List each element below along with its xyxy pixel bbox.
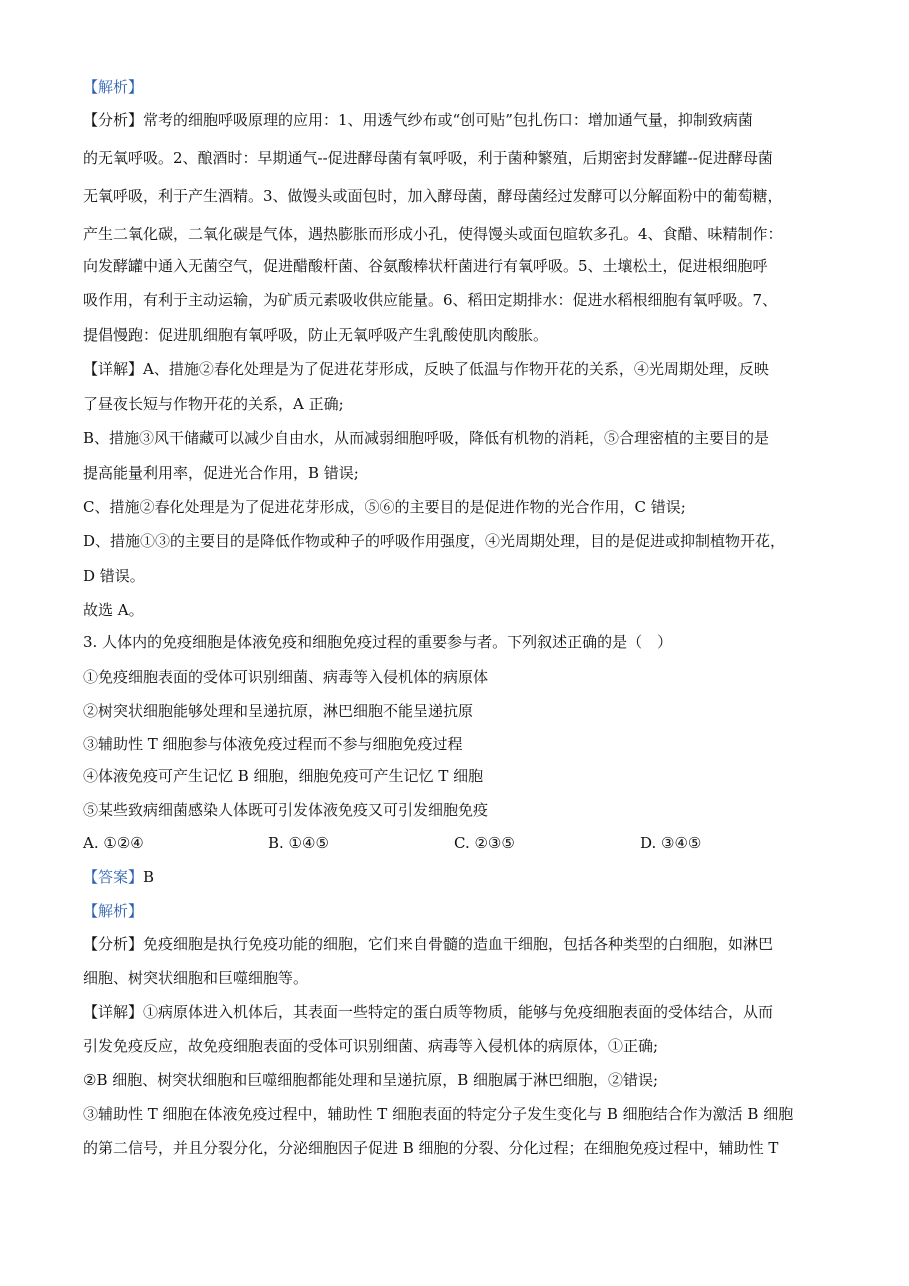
analysis-text: 常考的细胞呼吸原理的应用：1、用透气纱布或“创可贴”包扎伤口：增加通气量，抑制致病菌	[143, 111, 753, 129]
analysis-text: 吸作用，有利于主动运输，为矿质元素吸收供应能量。6、稻田定期排水：促进水稻根细胞有氧呼吸。7、	[83, 291, 778, 309]
question-stem: 3. 人体内的免疫细胞是体液免疫和细胞免疫过程的重要参与者。下列叙述正确的是（ ）	[83, 633, 673, 651]
detail-label: 【详解】	[83, 1003, 144, 1021]
option-c: C. ②③⑤	[454, 834, 515, 852]
question-statement: ④体液免疫可产生记忆 B 细胞，细胞免疫可产生记忆 T 细胞	[83, 767, 484, 785]
analysis-text: 免疫细胞是执行免疫功能的细胞，它们来自骨髓的造血干细胞，包括各种类型的白细胞，如淋巴	[143, 935, 774, 953]
analysis-text: 细胞、树突状细胞和巨噬细胞等。	[83, 969, 309, 987]
option-d: D. ③④⑤	[640, 834, 702, 852]
question-statement: ①免疫细胞表面的受体可识别细菌、病毒等入侵机体的病原体	[83, 668, 489, 686]
answer-label: 【答案】	[83, 868, 144, 886]
detail-label: 【详解】	[83, 360, 144, 378]
detail-text: C、措施②春化处理是为了促进花芽形成，⑤⑥的主要目的是促进作物的光合作用，C 错误;	[83, 498, 686, 516]
detail-paragraph-line	[83, 359, 828, 381]
detail-text: 的第二信号，并且分裂分化，分泌细胞因子促进 B 细胞的分裂、分化过程；在细胞免疫过程中，辅助性 T	[83, 1139, 779, 1157]
analysis-text: 提倡慢跑：促进肌细胞有氧呼吸，防止无氧呼吸产生乳酸使肌肉酸胀。	[83, 326, 549, 344]
detail-text: A、措施②春化处理是为了促进花芽形成，反映了低温与作物开花的关系，④光周期处理，反映	[143, 360, 769, 378]
analysis-text: 向发酵罐中通入无菌空气，促进醋酸杆菌、谷氨酸棒状杆菌进行有氧呼吸。5、土壤松土，促进根细胞呼	[83, 257, 768, 275]
detail-paragraph-line	[83, 1002, 828, 1024]
analysis-paragraph-line	[83, 110, 828, 132]
detail-text: 了昼夜长短与作物开花的关系，A 正确;	[83, 395, 344, 413]
answer-line	[83, 867, 828, 889]
detail-text: ①病原体进入机体后，其表面一些特定的蛋白质等物质，能够与免疫细胞表面的受体结合，从而	[143, 1003, 774, 1021]
analysis-text: 的无氧呼吸。2、酿酒时：早期通气--促进酵母菌有氧呼吸，利于菌种繁殖，后期密封发酵罐--促进酵母菌	[83, 149, 773, 167]
detail-text: 提高能量利用率，促进光合作用，B 错误;	[83, 464, 359, 482]
answer-value: B	[143, 868, 155, 886]
analysis-paragraph-line	[83, 934, 828, 956]
detail-text: ②B 细胞、树突状细胞和巨噬细胞都能处理和呈递抗原，B 细胞属于淋巴细胞，②错误;	[83, 1071, 659, 1089]
option-a: A. ①②④	[83, 834, 144, 852]
analysis-text: 产生二氧化碳，二氧化碳是气体，遇热膨胀而形成小孔，使得馒头或面包暄软多孔。4、食醋、味精制作：	[83, 225, 783, 243]
jiexi-label: 【解析】	[83, 78, 144, 96]
detail-text: 引发免疫反应，故免疫细胞表面的受体可识别细菌、病毒等入侵机体的病原体，①正确;	[83, 1037, 659, 1055]
detail-text: ③辅助性 T 细胞在体液免疫过程中，辅助性 T 细胞表面的特定分子发生变化与 B 细胞结合作为激活 B 细胞	[83, 1105, 794, 1123]
analysis-label: 【分析】	[83, 111, 144, 129]
analysis-label: 【分析】	[83, 935, 144, 953]
jiexi-label: 【解析】	[83, 902, 144, 920]
question-statement: ③辅助性 T 细胞参与体液免疫过程而不参与细胞免疫过程	[83, 735, 463, 753]
detail-text: D、措施①③的主要目的是降低作物或种子的呼吸作用强度，④光周期处理，目的是促进或抑制植物开花，	[83, 532, 786, 550]
detail-text: 故选 A。	[83, 601, 144, 619]
analysis-text: 无氧呼吸，利于产生酒精。3、做馒头或面包时，加入酵母菌，酵母菌经过发酵可以分解面粉中的葡萄糖，	[83, 187, 783, 205]
question-statement: ⑤某些致病细菌感染人体既可引发体液免疫又可引发细胞免疫	[83, 801, 489, 819]
detail-text: B、措施③风干储藏可以减少自由水，从而减弱细胞呼吸，降低有机物的消耗，⑤合理密植的主要目的是	[83, 429, 770, 447]
question-statement: ②树突状细胞能够处理和呈递抗原，淋巴细胞不能呈递抗原	[83, 702, 474, 720]
option-b: B. ①④⑤	[268, 834, 329, 852]
detail-text: D 错误。	[83, 567, 145, 585]
